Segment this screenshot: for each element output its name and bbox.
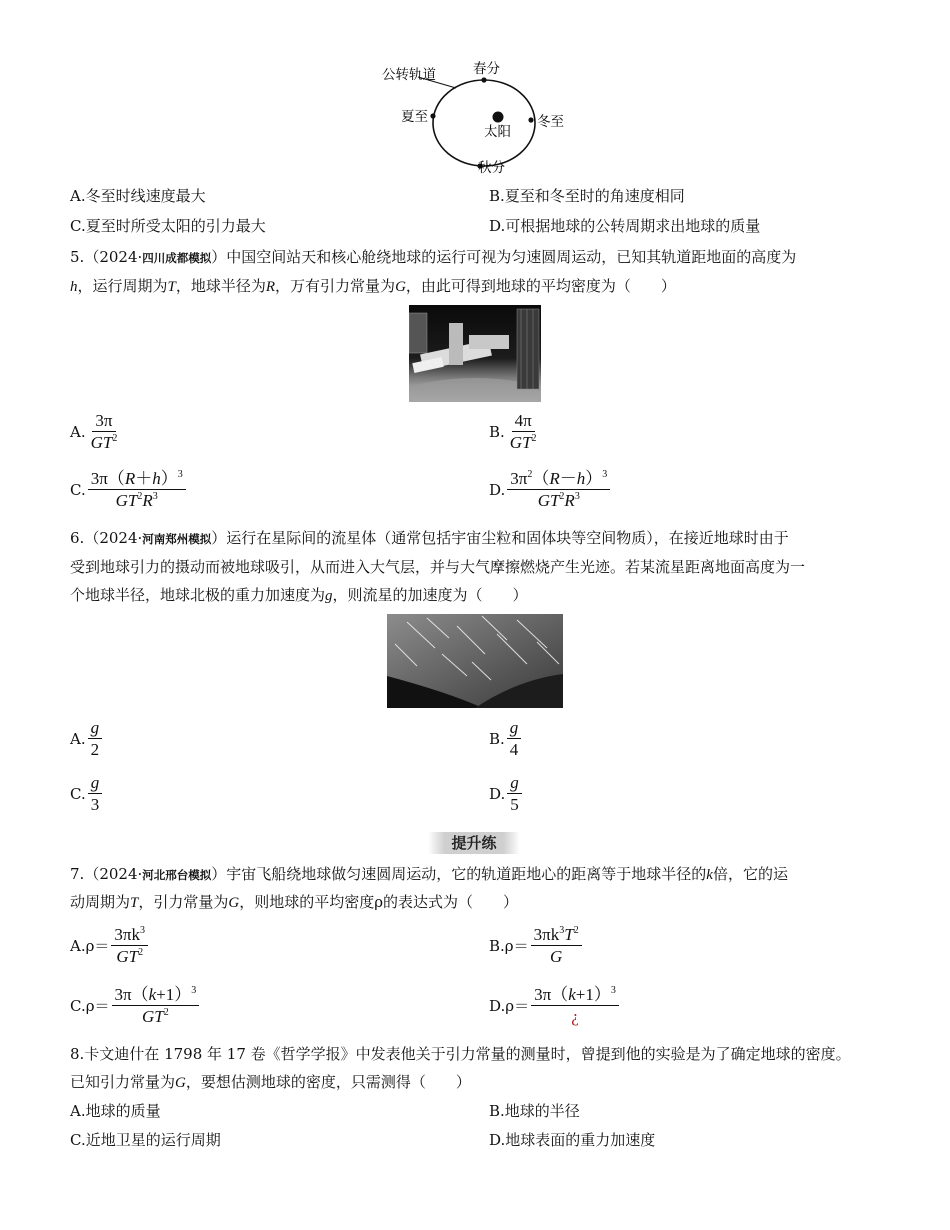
q7-source: 河北邢台模拟 [142,868,212,882]
q7-option-d-fraction: $\frac{3\pi(k+1)^3}{¿}$ [531,985,619,1026]
orbit-diagram [370,55,580,180]
sun [493,112,504,123]
q5-source: 四川成都模拟 [142,251,212,265]
q7-option-a[interactable]: A.ρ＝ $\frac{3\pi k^3}{GT^2}$ [70,925,148,966]
q5-stem-line2: h，运行周期为T，地球半径为R，万有引力常量为G，由此可得到地球的平均密度为（ ） [70,277,676,295]
q7-option-b[interactable]: B.ρ＝ $\frac{3\pi k^3T^2}{G}$ [489,925,582,966]
q6-option-b-fraction: $\frac{g}{4}$ [507,718,522,759]
q7-stem-line2: 动周期为T，引力常量为G，则地球的平均密度ρ的表达式为（ ） [70,893,519,911]
orbit-label: 公转轨道 [382,67,436,83]
summer-point [430,113,435,118]
q5-option-a-fraction: $\frac{3\pi}{GT^2}$ [90,411,118,452]
q4-option-a[interactable]: A.冬至时线速度最大 [70,187,206,205]
q5-option-d-fraction: $\frac{3\pi^2(R-h)^3}{GT^2R^3}$ [507,469,610,510]
space-station-photo [409,305,541,402]
q6-option-a[interactable]: A. $\frac{g}{2}$ [70,718,102,759]
q6-stem-line1: 6.（2024·河南郑州模拟）运行在星际间的流星体（通常包括宇宙尘粒和固体块等空间物质），在接近地球时由于 [70,529,789,547]
q6-source: 河南郑州模拟 [142,532,212,546]
winter-point [528,117,533,122]
q6-option-c[interactable]: C. $\frac{g}{3}$ [70,773,102,814]
q7-option-c[interactable]: C.ρ＝ $\frac{3\pi(k+1)^3}{GT^2}$ [70,985,199,1026]
q7-number: 7. [70,865,85,883]
q5-option-a[interactable]: A. $\frac{3\pi}{GT^2}$ [70,411,120,452]
q7-option-a-fraction: $\frac{3\pi k^3}{GT^2}$ [111,925,148,966]
q5-stem-line1: 5.（2024·四川成都模拟）中国空间站天和核心舱绕地球的运行可视为匀速圆周运动，已知其轨道距地面的高度为 [70,248,797,266]
q6-stem-line3: 个地球半径，地球北极的重力加速度为g，则流星的加速度为（ ） [70,586,528,604]
q5-option-b[interactable]: B. $\frac{4\pi}{GT^2}$ [489,411,540,452]
q8-option-a[interactable]: A.地球的质量 [70,1102,161,1120]
q5-option-c[interactable]: C. $\frac{3\pi(R+h)^3}{GT^2R^3}$ [70,469,186,510]
sun-label: 太阳 [484,124,511,140]
q8-stem-line2: 已知引力常量为G，要想估测地球的密度，只需测得（ ） [70,1073,471,1091]
q7-option-c-fraction: $\frac{3\pi(k+1)^3}{GT^2}$ [112,985,200,1026]
q6-option-a-fraction: $\frac{g}{2}$ [88,718,103,759]
q4-option-b[interactable]: B.夏至和冬至时的角速度相同 [489,187,685,205]
q8-option-c[interactable]: C.近地卫星的运行周期 [70,1131,221,1149]
q8-option-d[interactable]: D.地球表面的重力加速度 [489,1131,656,1149]
q5-number: 5. [70,248,85,266]
spring-label: 春分 [473,61,500,77]
q6-number: 6. [70,529,85,547]
q4-option-c[interactable]: C.夏至时所受太阳的引力最大 [70,217,266,235]
section-badge: 提升练 [428,832,520,854]
meteor-shower-photo [387,614,563,708]
q6-option-d-fraction: $\frac{g}{5}$ [507,773,522,814]
q6-stem-line2: 受到地球引力的摄动而被地球吸引，从而进入大气层，并与大气摩擦燃烧产生光迹。若某流星距离地面高度为一 [70,558,806,576]
q7-stem-line1: 7.（2024·河北邢台模拟）宇宙飞船绕地球做匀速圆周运动，它的轨道距地心的距离等于地球半径的k倍，它的运 [70,865,788,883]
orbit-ellipse [433,80,535,166]
q8-stem-line1: 8.卡文迪什在 1798 年 17 卷《哲学学报》中发表他关于引力常量的测量时，曾提到他的实验是为了确定地球的密度。 [70,1045,851,1063]
q5-option-c-fraction: $\frac{3\pi(R+h)^3}{GT^2R^3}$ [88,469,186,510]
q5-option-b-fraction: $\frac{4\pi}{GT^2}$ [509,411,537,452]
q7-option-d[interactable]: D.ρ＝ $\frac{3\pi(k+1)^3}{¿}$ [489,985,619,1026]
q6-option-b[interactable]: B. $\frac{g}{4}$ [489,718,521,759]
summer-label: 夏至 [401,109,428,125]
q6-option-d[interactable]: D. $\frac{g}{5}$ [489,773,522,814]
q4-option-d[interactable]: D.可根据地球的公转周期求出地球的质量 [489,217,761,235]
spring-point [481,77,486,82]
q6-option-c-fraction: $\frac{g}{3}$ [88,773,103,814]
q8-option-b[interactable]: B.地球的半径 [489,1102,580,1120]
q7-option-b-fraction: $\frac{3\pi k^3T^2}{G}$ [531,925,582,966]
q5-option-d[interactable]: D. $\frac{3\pi^2(R-h)^3}{GT^2R^3}$ [489,469,610,510]
autumn-label: 秋分 [478,160,505,176]
winter-label: 冬至 [537,114,564,130]
